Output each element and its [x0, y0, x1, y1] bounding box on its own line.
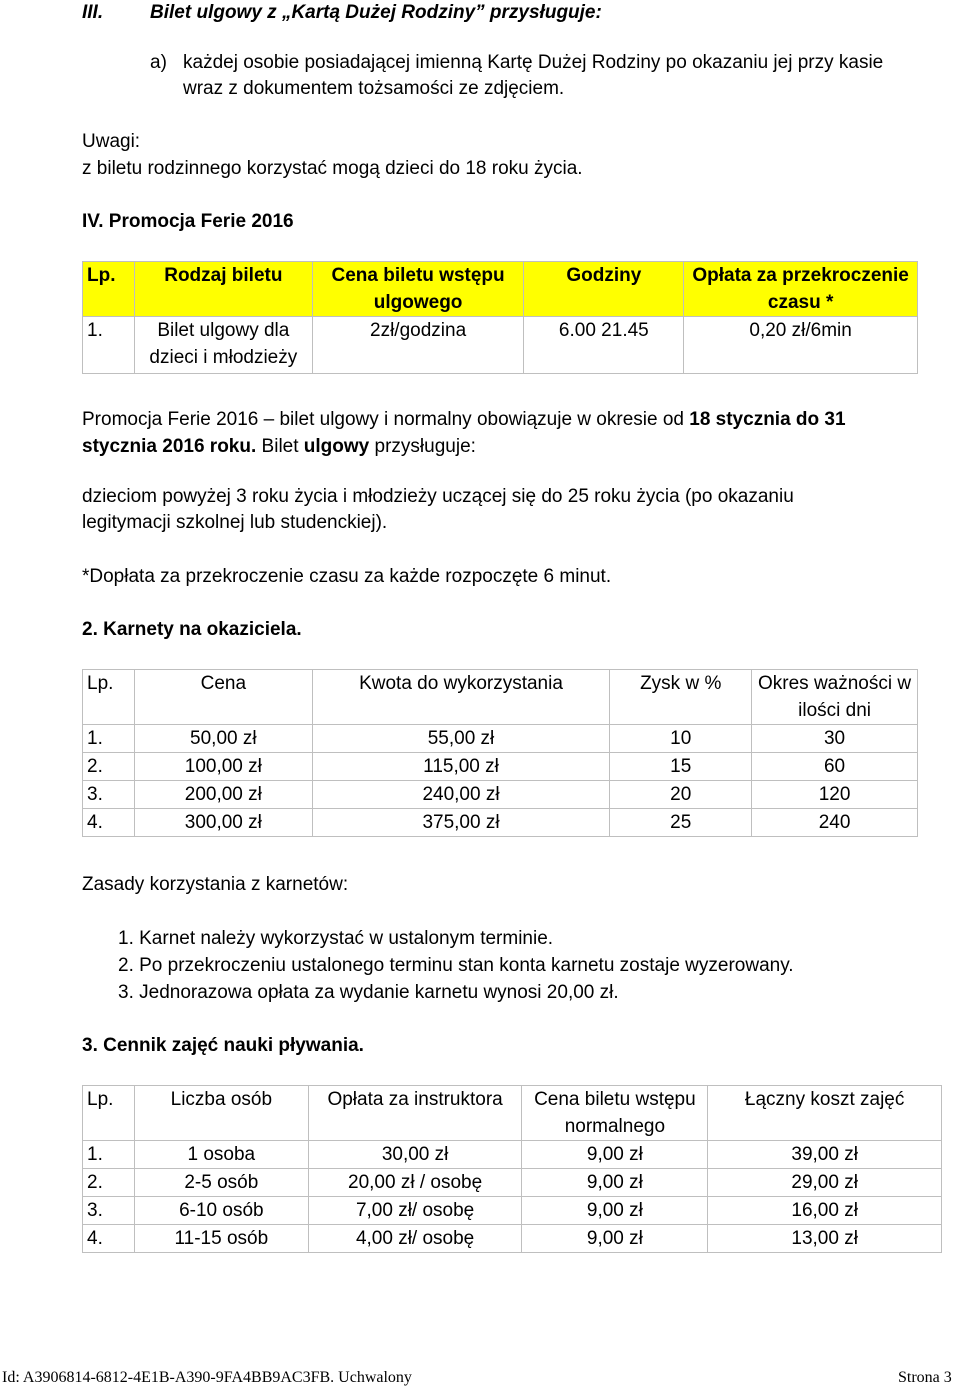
cell: 4. — [83, 1225, 135, 1253]
section-title: IV. Promocja Ferie 2016 — [82, 211, 294, 232]
promo-text-end: przysługuje: — [369, 436, 476, 457]
cell: 39,00 zł — [708, 1141, 942, 1169]
notes-text: z biletu rodzinnego korzystać mogą dzieci do 18 roku życia. — [82, 158, 583, 179]
cell: 3. — [83, 1197, 135, 1225]
header-cell: Lp. — [83, 262, 135, 317]
surcharge-note: *Dopłata za przekroczenie czasu za każde rozpoczęte 6 minut. — [82, 566, 612, 587]
header-cell: Cena biletu wstępu ulgowego — [312, 262, 524, 317]
table-row — [83, 753, 918, 781]
cell: 3. — [83, 781, 135, 809]
cell: 240 — [752, 809, 918, 837]
table-row — [83, 781, 918, 809]
cell: 200,00 zł — [134, 781, 312, 809]
header-cell: Zysk w % — [610, 670, 752, 725]
header-cell: Lp. — [83, 670, 135, 725]
children-line2: legitymacji szkolnej lub studenckiej). — [82, 512, 388, 533]
rule-item: 1. Karnet należy wykorzystać w ustalonym terminie. — [118, 928, 554, 949]
header-cell: Rodzaj biletu — [134, 262, 312, 317]
promo-text-after: Bilet — [256, 436, 304, 457]
cell: 13,00 zł — [708, 1225, 942, 1253]
table-row — [83, 1197, 942, 1225]
cell: 55,00 zł — [312, 725, 610, 753]
section-number: III. — [82, 2, 104, 23]
cell: 9,00 zł — [522, 1169, 708, 1197]
cell: 9,00 zł — [522, 1141, 708, 1169]
cell: 115,00 zł — [312, 753, 610, 781]
cell: 100,00 zł — [134, 753, 312, 781]
list-marker: a) — [150, 52, 167, 73]
cell: 1. — [83, 317, 135, 374]
cell: 29,00 zł — [708, 1169, 942, 1197]
rule-item: 2. Po przekroczeniu ustalonego terminu stan konta karnetu zostaje wyzerowany. — [118, 955, 794, 976]
table-header-row — [83, 262, 918, 317]
cell: 60 — [752, 753, 918, 781]
promo-paragraph — [82, 406, 922, 460]
table-row — [83, 1169, 942, 1197]
cell: 25 — [610, 809, 752, 837]
promo-text: Promocja Ferie 2016 – bilet ulgowy i normalny obowiązuje w okresie od — [82, 409, 690, 430]
cell: 9,00 zł — [522, 1225, 708, 1253]
cell: 16,00 zł — [708, 1197, 942, 1225]
cell: 7,00 zł/ osobę — [308, 1197, 522, 1225]
cell: 6-10 osób — [134, 1197, 308, 1225]
list-item-line1: każdej osobie posiadającej imienną Kartę Dużej Rodziny po okazaniu jej przy kasie — [183, 52, 884, 73]
table-header-row — [83, 1086, 942, 1141]
cell: 30 — [752, 725, 918, 753]
header-cell: Godziny — [524, 262, 684, 317]
cell: Bilet ulgowy dla dzieci i młodzieży — [134, 317, 312, 374]
cell: 2zł/godzina — [312, 317, 524, 374]
cell: 4. — [83, 809, 135, 837]
promo-table — [82, 261, 918, 374]
cell: 120 — [752, 781, 918, 809]
table-row — [83, 317, 918, 374]
section-title: 3. Cennik zajęć nauki pływania. — [82, 1035, 364, 1056]
cell: 9,00 zł — [522, 1197, 708, 1225]
page-number: Strona 3 — [898, 1369, 952, 1386]
header-cell: Opłata za instruktora — [308, 1086, 522, 1141]
cell: 240,00 zł — [312, 781, 610, 809]
header-cell: Łączny koszt zajęć — [708, 1086, 942, 1141]
cell: 1. — [83, 1141, 135, 1169]
cell: 30,00 zł — [308, 1141, 522, 1169]
rules-title: Zasady korzystania z karnetów: — [82, 874, 349, 895]
header-cell: Cena — [134, 670, 312, 725]
rule-item: 3. Jednorazowa opłata za wydanie karnetu wynosi 20,00 zł. — [118, 982, 619, 1003]
cell: 11-15 osób — [134, 1225, 308, 1253]
table-row — [83, 809, 918, 837]
header-cell: Kwota do wykorzystania — [312, 670, 610, 725]
table-row — [83, 725, 918, 753]
header-cell: Liczba osób — [134, 1086, 308, 1141]
cell: 50,00 zł — [134, 725, 312, 753]
list-item-line2: wraz z dokumentem tożsamości ze zdjęciem. — [183, 78, 565, 99]
cell: 6.00 21.45 — [524, 317, 684, 374]
table-header-row — [83, 670, 918, 725]
notes-label: Uwagi: — [82, 131, 141, 152]
header-cell: Lp. — [83, 1086, 135, 1141]
document-id: Id: A3906814-6812-4E1B-A390-9FA4BB9AC3FB. Uchwalony — [2, 1369, 412, 1386]
promo-ticket-type: ulgowy — [303, 436, 370, 457]
cell: 2-5 osób — [134, 1169, 308, 1197]
promo-dates: 18 stycznia do 31 stycznia 2016 roku. — [82, 409, 846, 457]
cell: 4,00 zł/ osobę — [308, 1225, 522, 1253]
cell: 15 — [610, 753, 752, 781]
karnety-table — [82, 669, 918, 837]
header-cell: Cena biletu wstępu normalnego — [522, 1086, 708, 1141]
cell: 1. — [83, 725, 135, 753]
header-cell: Okres ważności w ilości dni — [752, 670, 918, 725]
cell: 1 osoba — [134, 1141, 308, 1169]
cell: 0,20 zł/6min — [684, 317, 918, 374]
cell: 300,00 zł — [134, 809, 312, 837]
table-row — [83, 1225, 942, 1253]
section-title: 2. Karnety na okaziciela. — [82, 619, 302, 640]
cell: 20 — [610, 781, 752, 809]
table-row — [83, 1141, 942, 1169]
cell: 10 — [610, 725, 752, 753]
cell: 2. — [83, 753, 135, 781]
section-title: Bilet ulgowy z „Kartą Dużej Rodziny” przysługuje: — [150, 2, 602, 23]
cell: 20,00 zł / osobę — [308, 1169, 522, 1197]
children-line1: dzieciom powyżej 3 roku życia i młodzieży uczącej się do 25 roku życia (po okazaniu — [82, 486, 794, 507]
header-cell: Opłata za przekroczenie czasu * — [684, 262, 918, 317]
cell: 375,00 zł — [312, 809, 610, 837]
cennik-table — [82, 1085, 942, 1253]
cell: 2. — [83, 1169, 135, 1197]
